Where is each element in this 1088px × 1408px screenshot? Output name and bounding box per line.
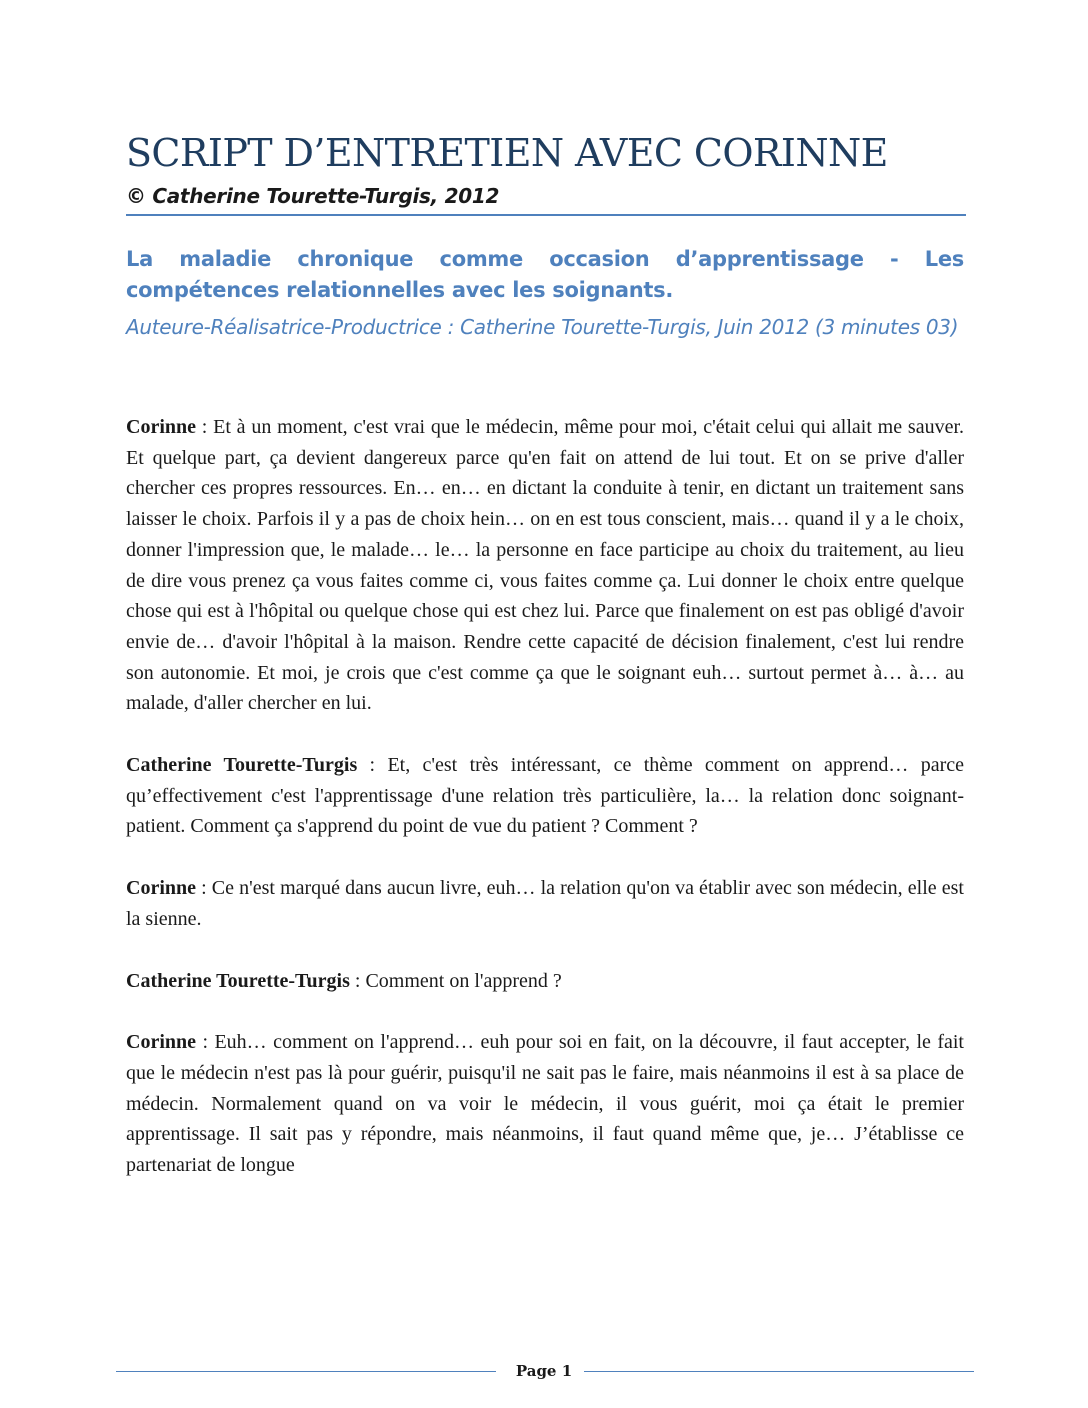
copyright-line: © Catherine Tourette-Turgis, 2012 — [126, 184, 500, 208]
speaker-name: Corinne — [126, 1031, 196, 1054]
speaker-name: Corinne — [126, 877, 196, 900]
transcript-paragraph — [126, 966, 964, 997]
page-footer — [116, 1358, 974, 1384]
speech-text: : Et à un moment, c'est vrai que le médecin, même pour moi, c'était celui qui allait me sauver. Et quelque part, ça devient dangereux parce qu'en fait on attend de lui tout. Et on se prive d'aller chercher ces propres ressources. En… en… en dictant la conduite à tenir, en dictant un traitement sans laisser le choix. Parfois il y a pas de choix hein… on en est tous conscient, mais… quand il y a le choix, donner l'impression que, le malade… le… la personne en face participe au choix du traitement, au lieu de dire vous prenez ça vous faites comme ci, vous faites comme ça. Lui donner le choix entre quelque chose qui est à l'hôpital ou quelque chose qui est chez lui. Parce que finalement on est pas obligé d'avoir envie de… d'avoir l'hôpital à la maison. Rendre cette capacité de décision finalement, c'est lui rendre son autonomie. Et moi, je crois que c'est comme ça que le soignant euh… surtout permet à… à… au malade, d'aller chercher en lui. — [126, 416, 964, 715]
credits-line: Auteure-Réalisatrice-Productrice : Catherine Tourette-Turgis, Juin 2012 (3 minutes 03) — [126, 315, 959, 339]
speech-text: : Et, c'est très intéressant, ce thème comment on apprend… parce qu’effectivement c'est l'apprentissage d'une relation très particulière, la… la relation donc soignant-patient. Comment ça s'apprend du point de vue du patient ? Comment ? — [126, 754, 964, 838]
title-divider — [126, 214, 966, 216]
transcript-paragraph — [126, 873, 964, 934]
document-subtitle: La maladie chronique comme occasion d’apprentissage - Les compétences relationnelles avec les soignants. — [126, 247, 964, 302]
footer-rule-left — [116, 1371, 496, 1372]
speech-text: : Euh… comment on l'apprend… euh pour soi en fait, on la découvre, il faut accepter, le fait que le médecin n'est pas là pour guérir, puisqu'il ne sait pas le faire, mais néanmoins il est à sa place de médecin. Normalement quand on va voir le médecin, il vous guérit, moi ça était le premier apprentissage. Il sait pas y répondre, mais néanmoins, il faut quand même que, je… J’établisse ce partenariat de longue — [126, 1031, 964, 1177]
speaker-name: Corinne — [126, 416, 196, 438]
transcript-paragraph — [126, 412, 964, 719]
speaker-name: Catherine Tourette-Turgis — [126, 754, 358, 777]
transcript-body — [126, 412, 964, 1212]
document-title: SCRIPT D’ENTRETIEN AVEC CORINNE — [126, 131, 888, 175]
transcript-paragraph — [126, 750, 964, 842]
transcript-paragraph — [126, 1027, 964, 1181]
speech-text: : Ce n'est marqué dans aucun livre, euh… la relation qu'on va établir avec son médecin, elle est la sienne. — [126, 877, 964, 930]
footer-rule-right — [584, 1371, 974, 1372]
speech-text: : Comment on l'apprend ? — [349, 969, 562, 992]
speaker-name: Catherine Tourette-Turgis — [126, 969, 350, 992]
page-number: Page 1 — [515, 1362, 573, 1380]
